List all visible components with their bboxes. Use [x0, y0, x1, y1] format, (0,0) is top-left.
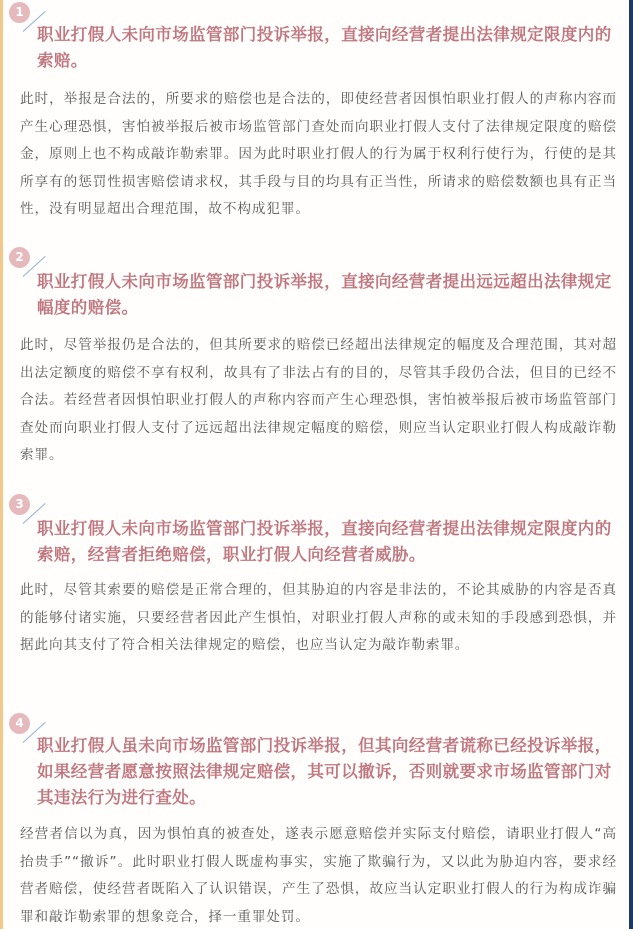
- number-badge-1: 1: [9, 2, 30, 23]
- section-body: 此时，举报是合法的，所要求的赔偿也是合法的，即使经营者因惧怕职业打假人的声称内容而产生心理恐惧，害怕被举报后被市场监管部门查处而向职业打假人支付了法律规定限度的赔偿金，原则上也不构成敲诈勒索罪。因为此时职业打假人的行为属于权利行使行为，行使的是其所享有的惩罚性损害赔偿请求权，其手段与目的均具有正当性，所请求的赔偿数额也具有正当性，没有明显超出合理范围，故不构成犯罪。: [20, 91, 617, 218]
- section-body: 经营者信以为真，因为惧怕真的被查处，遂表示愿意赔偿并实际支付赔偿，请职业打假人“高抬贵手”“撤诉”。此时职业打假人既虚构事实，实施了欺骗行为，又以此为胁迫内容，要求经营者赔偿，使经营者既陷入了认识错误，产生了恐惧，故应当认定职业打假人的行为构成诈骗罪和敲诈勒索罪的想象竞合，择一重罪处罚。: [20, 826, 617, 925]
- section-body: 此时，尽管其索要的赔偿是正常合理的，但其胁迫的内容是非法的，不论其威胁的内容是否真的能够付诸实施，只要经营者因此产生惧怕，对职业打假人声称的或未知的手段感到恐惧，并据此向其支付了符合相关法律规定的赔偿，也应当认定为敲诈勒索罪。: [20, 582, 617, 654]
- section-heading: 职业打假人虽未向市场监管部门投诉举报，但其向经营者谎称已经投诉举报，如果经营者愿意按照法律规定赔偿，其可以撤诉，否则就要求市场监管部门对其违法行为进行查处。: [37, 736, 612, 807]
- number-badge-3: 3: [9, 494, 30, 515]
- number-badge-2: 2: [9, 247, 30, 268]
- number-badge-4: 4: [9, 713, 30, 734]
- section-heading: 职业打假人未向市场监管部门投诉举报，直接向经营者提出远远超出法律规定幅度的赔偿。: [37, 272, 612, 317]
- section-heading: 职业打假人未向市场监管部门投诉举报，直接向经营者提出法律规定限度内的索赔。: [37, 25, 612, 70]
- section-body: 此时，尽管举报仍是合法的，但其所要求的赔偿已经超出法律规定的幅度及合理范围，其对超出法定额度的赔偿不享有权利，故具有了非法占有的目的，尽管其手段仍合法，但目的已经不合法。若经营者因惧怕职业打假人的声称内容而产生心理恐惧，害怕被举报后被市场监管部门查处而向职业打假人支付了远远超出法律规定幅度的赔偿，则应当认定职业打假人构成敲诈勒索罪。: [20, 337, 617, 464]
- section-heading: 职业打假人未向市场监管部门投诉举报，直接向经营者提出法律规定限度内的索赔，经营者拒绝赔偿，职业打假人向经营者威胁。: [37, 519, 612, 564]
